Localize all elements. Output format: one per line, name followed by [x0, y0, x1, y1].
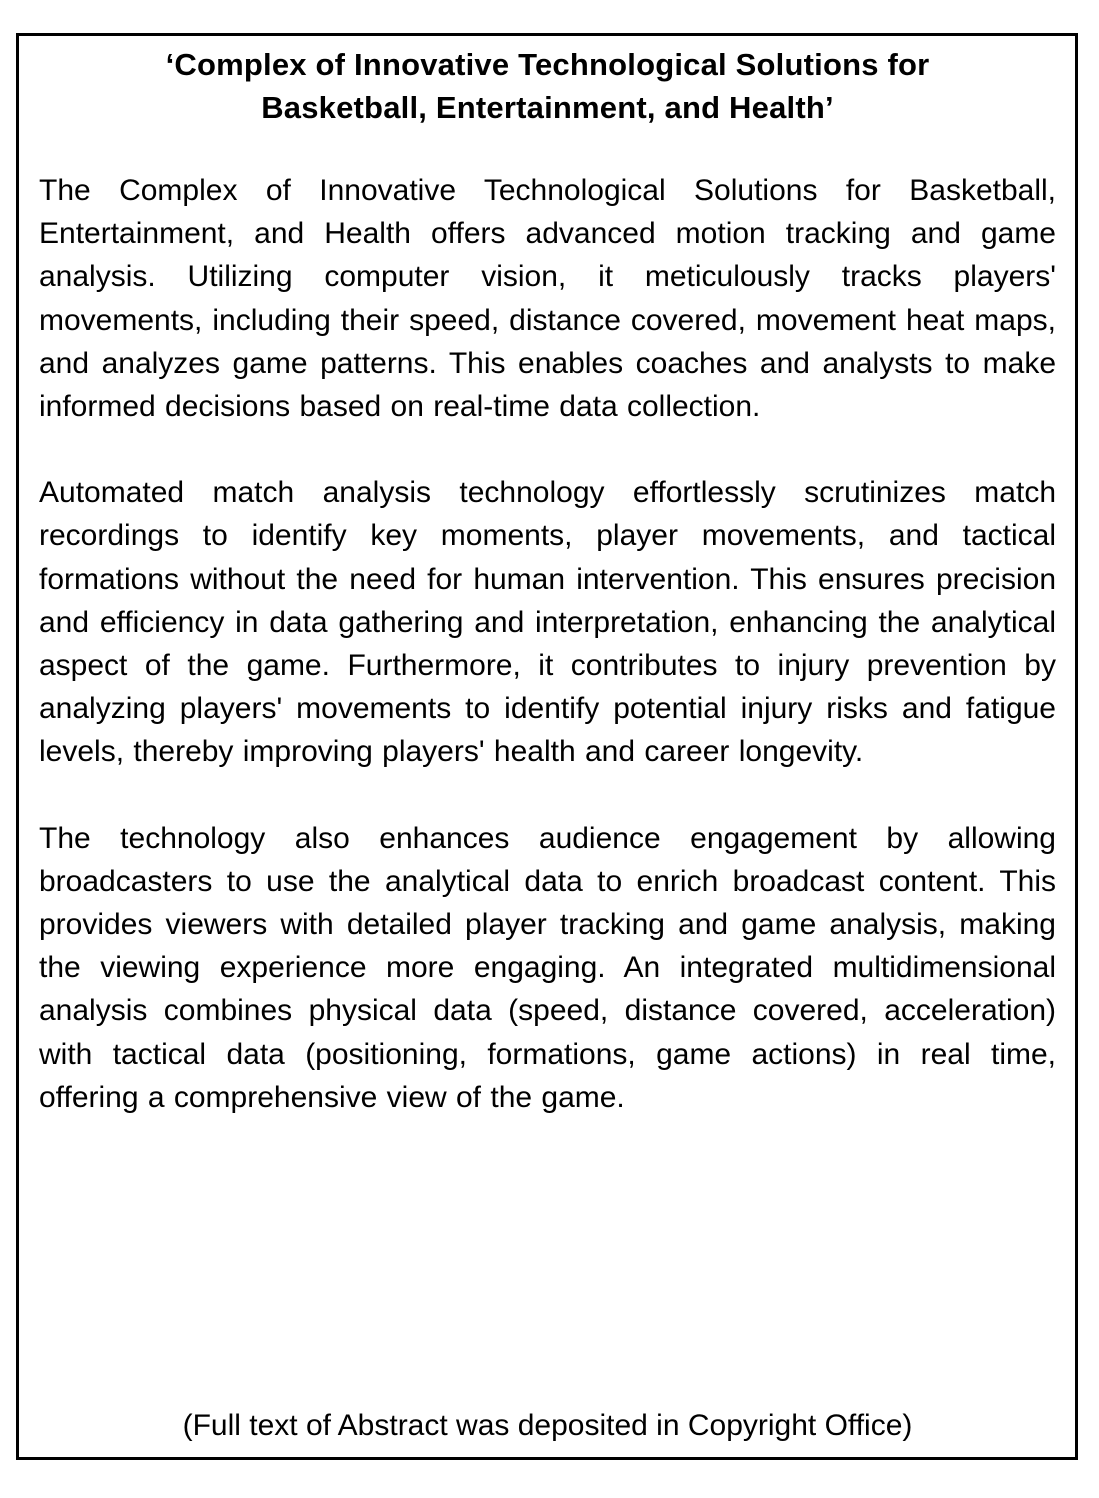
- abstract-paragraph-1: The Complex of Innovative Technological Solutions for Basketball, Entertainment, and Health offers advanced motion tracking and game analysis. Utilizing computer vision, it meticulously tracks players' movements, including their speed, distance covered, movement heat maps, and analyzes game patterns. This enables coaches and analysts to make informed decisions based on real-time data collection.: [39, 174, 1056, 424]
- abstract-paragraph-3: The technology also enhances audience engagement by allowing broadcasters to use the analytical data to enrich broadcast content. This provides viewers with detailed player tracking and game analysis, making the viewing experience more engaging. An integrated multidimensional analysis combines physical data (speed, distance covered, acceleration) with tactical data (positioning, formations, game actions) in real time, offering a comprehensive view of the game.: [39, 821, 1056, 1114]
- copyright-deposit-note: (Full text of Abstract was deposited in Copyright Office): [182, 1409, 913, 1442]
- document-title: [39, 43, 1056, 129]
- document-title-line-1: ‘Complex of Innovative Technological Solutions for: [165, 47, 930, 82]
- abstract-box: [16, 33, 1078, 1460]
- abstract-paragraph-2: Automated match analysis technology effortlessly scrutinizes match recordings to identify key moments, player movements, and tactical formations without the need for human intervention. This ensures precision and efficiency in data gathering and interpretation, enhancing the analytical aspect of the game. Furthermore, it contributes to injury prevention by analyzing players' movements to identify potential injury risks and fatigue levels, thereby improving players' health and career longevity.: [39, 476, 1056, 769]
- document-title-line-2: Basketball, Entertainment, and Health’: [261, 90, 834, 125]
